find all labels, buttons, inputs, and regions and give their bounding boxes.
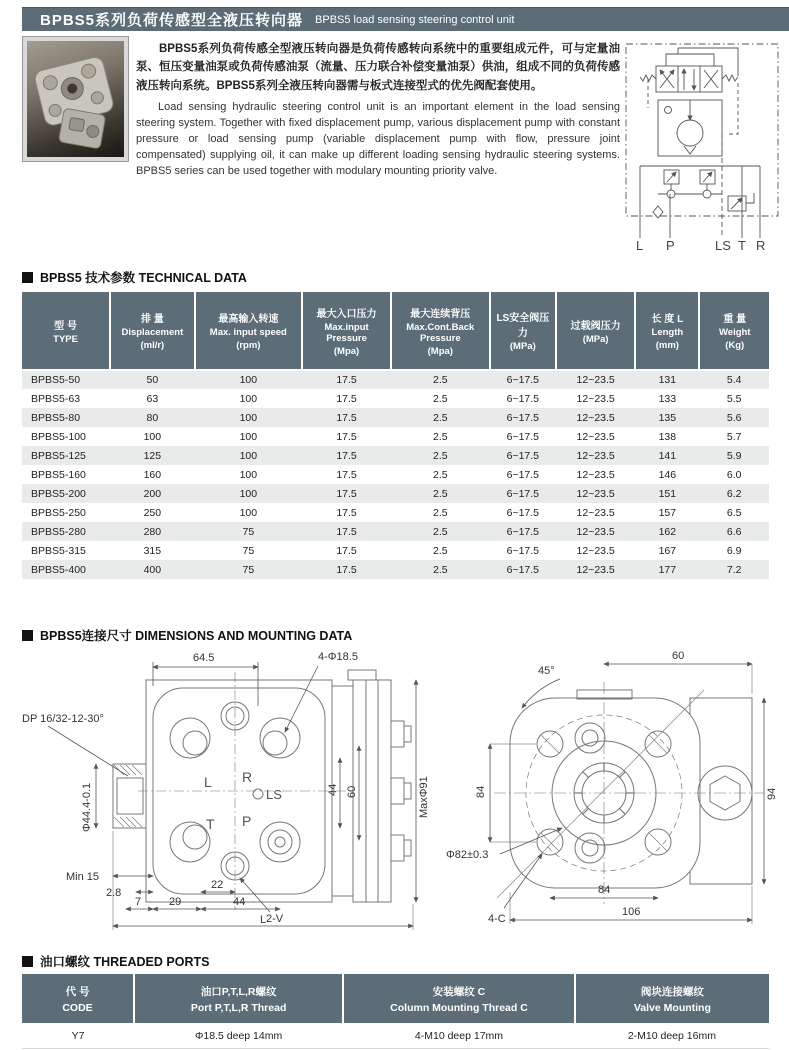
- table-cell: 6.6: [726, 525, 742, 538]
- table-cell: 6~17.5: [506, 449, 540, 462]
- col-overload-valve: 过载阀压力 (MPa): [556, 292, 635, 370]
- dim-60-right: 60: [346, 785, 358, 798]
- table-cell: BPBS5-400: [31, 563, 86, 576]
- table-cell: 315: [143, 544, 162, 557]
- table-cell: 12~23.5: [576, 411, 615, 424]
- table-cell: BPBS5-63: [31, 392, 81, 405]
- section-marker-icon: [22, 272, 33, 283]
- section-title-technical: [22, 268, 247, 286]
- dim-bolt-circle: Φ82±0.3: [446, 849, 489, 861]
- table-cell: 12~23.5: [576, 449, 615, 462]
- page-title-en: BPBS5 load sensing steering control unit: [315, 13, 515, 26]
- dim-84-bottom: 84: [598, 884, 611, 896]
- table-cell: 2.5: [432, 374, 448, 386]
- table-cell: 6~17.5: [506, 487, 540, 500]
- table-cell: 6~17.5: [506, 544, 540, 557]
- section-marker-icon: [22, 630, 33, 641]
- ports-table-body: [22, 1024, 769, 1048]
- dim-spline-callout: DP 16/32-12-30°: [22, 713, 104, 725]
- port-label-p: P: [666, 238, 675, 253]
- table-cell: 400: [143, 563, 162, 576]
- table-cell: 100: [239, 449, 258, 462]
- table-cell: 2.5: [432, 506, 448, 519]
- product-photo: [22, 36, 129, 162]
- col-weight: 重 量 Weight (Kg): [699, 292, 769, 370]
- table-cell: 100: [239, 468, 258, 481]
- table-cell: 100: [239, 487, 258, 500]
- face-port-r: R: [242, 769, 253, 785]
- table-cell: 131: [658, 374, 677, 386]
- dim-94-right: 94: [766, 787, 777, 800]
- table-cell: BPBS5-160: [31, 468, 86, 481]
- table-cell: 6~17.5: [506, 411, 540, 424]
- face-port-t: T: [206, 816, 215, 832]
- table-cell: 6~17.5: [506, 525, 540, 538]
- table-cell: 17.5: [336, 411, 357, 424]
- dim-7: 7: [135, 896, 142, 908]
- table-cell: 17.5: [336, 544, 357, 557]
- table-cell: 12~23.5: [576, 506, 615, 519]
- table-cell: 4-M10 deep 17mm: [343, 1024, 575, 1048]
- table-cell: 6~17.5: [506, 563, 540, 576]
- dim-4-holes: 4-Φ18.5: [318, 651, 358, 663]
- table-cell: 63: [146, 392, 159, 405]
- table-cell: 6~17.5: [506, 506, 540, 519]
- table-cell: 6~17.5: [506, 392, 540, 405]
- section-title-dimensions-text: BPBS5连接尺寸 DIMENSIONS AND MOUNTING DATA: [40, 629, 353, 643]
- table-cell: 6.5: [726, 506, 742, 519]
- table-cell: 6.2: [726, 487, 742, 500]
- table-cell: BPBS5-315: [31, 544, 86, 557]
- table-cell: 125: [143, 449, 162, 462]
- face-port-ls: LS: [266, 787, 282, 802]
- table-cell: 6~17.5: [506, 374, 540, 386]
- dim-64-5: 64.5: [193, 652, 215, 664]
- table-cell: 12~23.5: [576, 392, 615, 405]
- table-cell: 146: [658, 468, 677, 481]
- face-port-p: P: [242, 813, 252, 829]
- col-max-input-pressure: 最大入口压力 Max.input Pressure (Mpa): [302, 292, 391, 370]
- col-ls-safety-valve: LS安全阀压力 (MPa): [490, 292, 556, 370]
- table-cell: Φ18.5 deep 14mm: [134, 1024, 343, 1048]
- table-cell: BPBS5-100: [31, 430, 86, 443]
- dim-60-top: 60: [672, 650, 685, 662]
- tech-table-row: [22, 541, 769, 560]
- table-cell: 167: [658, 544, 677, 557]
- port-label-l: L: [636, 238, 644, 253]
- dim-44-bottom: 44: [233, 896, 246, 908]
- technical-table-body: [22, 370, 769, 579]
- tech-table-row: [22, 408, 769, 427]
- table-cell: BPBS5-50: [31, 374, 81, 386]
- table-cell: 200: [143, 487, 162, 500]
- table-cell: 2.5: [432, 525, 448, 538]
- col-port-thread: 油口P,T,L,R螺纹 Port P,T,L,R Thread: [134, 974, 343, 1024]
- circuit-port-labels: [636, 238, 765, 253]
- col-code: 代 号 CODE: [22, 974, 134, 1024]
- intro-paragraph-cn: BPBS5系列负荷传感全型液压转向器是负荷传感转向系统中的重要组成元件，可与定量油泵、恒压变量油泵或负荷传感油泵（流量、压力联合补偿变量油泵）供油，组成不同的负荷传感液压转向系统。BPBS5系列全液压转向器需与板式连接型式的优先阀配套使用。: [136, 43, 620, 92]
- table-cell: 7.2: [726, 563, 742, 576]
- table-cell: 6.0: [726, 468, 742, 481]
- tech-table-row: [22, 522, 769, 541]
- table-cell: 12~23.5: [576, 487, 615, 500]
- table-cell: 2.5: [432, 487, 448, 500]
- dimension-drawing-front-view: [442, 646, 777, 938]
- dimension-drawing-side-view: [18, 646, 433, 938]
- page-title-cn: BPBS5系列负荷传感型全液压转向器: [40, 12, 304, 29]
- col-max-back-pressure: 最大连续背压 Max.Cont.Back Pressure (Mpa): [391, 292, 490, 370]
- table-cell: 2-M10 deep 16mm: [575, 1024, 769, 1048]
- table-cell: 6.9: [726, 544, 742, 557]
- port-label-r: R: [756, 238, 766, 253]
- table-cell: 6~17.5: [506, 468, 540, 481]
- table-cell: 12~23.5: [576, 468, 615, 481]
- tech-table-row: [22, 389, 769, 408]
- table-cell: 160: [143, 468, 162, 481]
- col-length: 长 度 L Length (mm): [635, 292, 699, 370]
- tech-table-row: [22, 465, 769, 484]
- col-valve-mounting: 阀块连接螺纹 Valve Mounting: [575, 974, 769, 1024]
- table-cell: 2.5: [432, 392, 448, 405]
- dim-min-15: Min 15: [66, 871, 100, 883]
- table-cell: 75: [242, 525, 255, 538]
- section-title-ports: [22, 952, 209, 970]
- table-cell: 17.5: [336, 563, 357, 576]
- col-column-mounting: 安装螺纹 C Column Mounting Thread C: [343, 974, 575, 1024]
- table-cell: 12~23.5: [576, 563, 615, 576]
- tech-table-row: [22, 503, 769, 522]
- col-type: 型 号 TYPE: [22, 292, 110, 370]
- table-cell: 5.4: [726, 374, 742, 386]
- table-cell: 17.5: [336, 468, 357, 481]
- table-cell: 162: [658, 525, 677, 538]
- table-cell: 17.5: [336, 525, 357, 538]
- table-cell: 100: [239, 411, 258, 424]
- table-cell: 2.5: [432, 449, 448, 462]
- dim-22: 22: [211, 879, 224, 891]
- col-displacement: 排 量 Displacement (ml/r): [110, 292, 194, 370]
- table-cell: Y7: [22, 1024, 134, 1048]
- table-cell: 2.5: [432, 563, 448, 576]
- col-max-input-speed: 最高输入转速 Max. input speed (rpm): [195, 292, 303, 370]
- dim-shaft-dia: Φ44.4-0.1: [81, 782, 93, 832]
- tech-table-row: [22, 370, 769, 389]
- table-cell: 151: [658, 487, 677, 500]
- table-cell: 17.5: [336, 392, 357, 405]
- section-title-dimensions: [22, 626, 352, 644]
- table-cell: 100: [239, 430, 258, 443]
- table-cell: 177: [658, 563, 677, 576]
- dim-2-8: 2.8: [106, 887, 122, 899]
- product-photo-image: [27, 41, 124, 157]
- table-cell: BPBS5-125: [31, 449, 86, 462]
- ports-table-header: [22, 974, 769, 1024]
- table-cell: 5.6: [726, 411, 742, 424]
- technical-table-header: [22, 292, 769, 370]
- table-cell: 5.5: [726, 392, 742, 405]
- table-cell: 6~17.5: [506, 430, 540, 443]
- table-cell: 12~23.5: [576, 525, 615, 538]
- table-cell: 17.5: [336, 487, 357, 500]
- table-cell: 141: [658, 449, 677, 462]
- table-cell: 100: [239, 374, 258, 386]
- face-port-l: L: [204, 774, 212, 790]
- tech-table-row: [22, 427, 769, 446]
- dim-84-left: 84: [475, 785, 487, 798]
- table-cell: 17.5: [336, 374, 357, 386]
- table-cell: 100: [143, 430, 162, 443]
- table-cell: 12~23.5: [576, 430, 615, 443]
- dim-44-right: 44: [327, 783, 339, 796]
- port-label-ls: LS: [715, 238, 731, 253]
- dim-max-91: MaxΦ91: [418, 776, 430, 818]
- table-cell: BPBS5-280: [31, 525, 86, 538]
- table-cell: 12~23.5: [576, 374, 615, 386]
- page-header: [22, 7, 789, 31]
- table-cell: 12~23.5: [576, 544, 615, 557]
- table-cell: 2.5: [432, 468, 448, 481]
- dim-29: 29: [169, 896, 182, 908]
- table-cell: 135: [658, 411, 677, 424]
- steering-unit-illustration: [27, 41, 124, 157]
- table-cell: 100: [239, 506, 258, 519]
- table-cell: 75: [242, 563, 255, 576]
- dim-45-deg: 45°: [538, 665, 555, 677]
- table-cell: 133: [658, 392, 677, 405]
- table-cell: 138: [658, 430, 677, 443]
- tech-table-row: [22, 560, 769, 579]
- table-cell: BPBS5-250: [31, 506, 86, 519]
- table-cell: 100: [239, 392, 258, 405]
- table-cell: 2.5: [432, 544, 448, 557]
- table-cell: 5.7: [726, 430, 742, 443]
- hydraulic-circuit-diagram: [618, 38, 788, 253]
- tech-table-row: [22, 484, 769, 503]
- threaded-ports-table: [22, 974, 769, 1049]
- table-cell: 280: [143, 525, 162, 538]
- ports-table-row: [22, 1024, 769, 1048]
- section-title-technical-text: BPBS5 技术参数 TECHNICAL DATA: [40, 271, 247, 285]
- table-cell: 2.5: [432, 411, 448, 424]
- table-cell: 50: [146, 374, 159, 386]
- table-cell: 250: [143, 506, 162, 519]
- dim-2v-callout: 2-V: [266, 913, 284, 925]
- table-cell: BPBS5-80: [31, 411, 81, 424]
- table-cell: 75: [242, 544, 255, 557]
- table-cell: 17.5: [336, 430, 357, 443]
- table-cell: 2.5: [432, 430, 448, 443]
- technical-data-table: [22, 292, 769, 579]
- intro-paragraph-en: Load sensing hydraulic steering control unit is an important element in the load sensing steering system. Together with fixed displacement pump, various displacement pump with constant pressure or load sensing pump (variable displacement pump with flow, pressure joint compensated) supplying oil, it can make up different loading sensing hydraulic steering systems. BPBS5 series can be used together with modulary mounting priority valve.: [136, 101, 620, 177]
- intro-block: [136, 40, 620, 180]
- section-title-ports-text: 油口螺纹 THREADED PORTS: [40, 955, 210, 969]
- table-cell: 17.5: [336, 506, 357, 519]
- port-label-t: T: [738, 238, 746, 253]
- table-cell: 5.9: [726, 449, 742, 462]
- table-cell: 157: [658, 506, 677, 519]
- dim-106: 106: [622, 906, 641, 918]
- table-cell: 17.5: [336, 449, 357, 462]
- table-cell: 80: [146, 411, 159, 424]
- table-cell: BPBS5-200: [31, 487, 86, 500]
- tech-table-row: [22, 446, 769, 465]
- dim-4c: 4-C: [488, 913, 506, 925]
- dim-length-l: L: [260, 914, 267, 926]
- section-marker-icon: [22, 956, 33, 967]
